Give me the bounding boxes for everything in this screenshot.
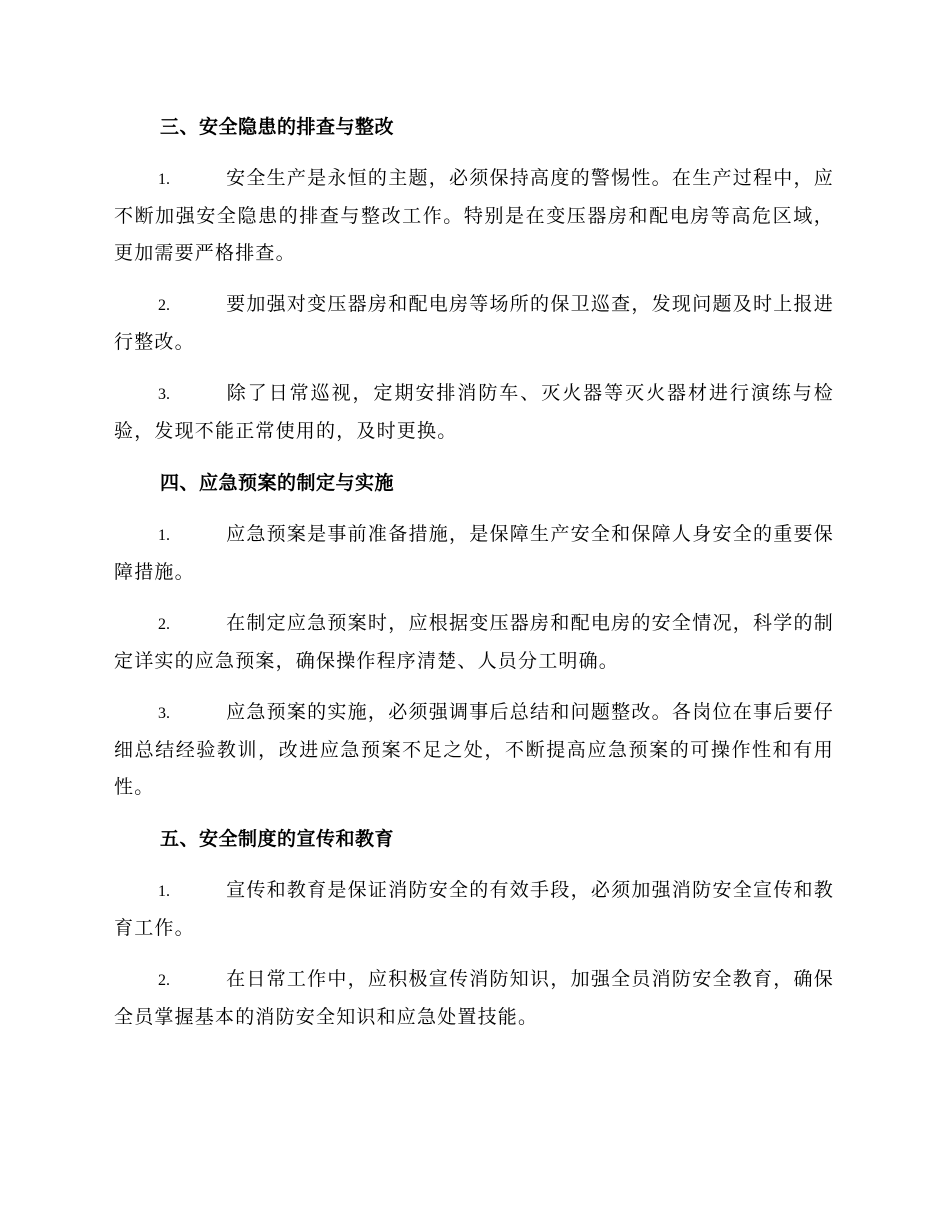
section-heading: 三、安全隐患的排查与整改 (160, 116, 395, 138)
item-text: 应急预案的实施，必须强调事后总结和问题整改。各岗位在事后要仔细总结经验教训，改进应急预案不足之处，不断提高应急预案的可操作性和有用性。 (114, 701, 834, 798)
list-item (114, 872, 834, 947)
item-number: 3. (158, 705, 170, 722)
document-body (114, 108, 834, 1050)
item-text: 要加强对变压器房和配电房等场所的保卫巡查，发现问题及时上报进行整改。 (114, 293, 834, 353)
list-item (114, 694, 834, 806)
list-item (114, 160, 834, 272)
item-text: 除了日常巡视，定期安排消防车、灭火器等灭火器材进行演练与检验，发现不能正常使用的，及时更换。 (114, 382, 834, 442)
item-number: 1. (158, 883, 170, 900)
item-number: 3. (158, 386, 170, 403)
list-item (114, 605, 834, 680)
section-safety-education (114, 820, 834, 1036)
item-number: 2. (158, 297, 170, 314)
list-item (114, 961, 834, 1036)
item-text: 宣传和教育是保证消防安全的有效手段，必须加强消防安全宣传和教育工作。 (114, 879, 834, 939)
item-number: 2. (158, 972, 170, 989)
section-heading: 五、安全制度的宣传和教育 (160, 828, 395, 850)
item-number: 2. (158, 616, 170, 633)
item-text: 应急预案是事前准备措施，是保障生产安全和保障人身安全的重要保障措施。 (114, 523, 834, 583)
item-number: 1. (158, 171, 170, 188)
section-heading: 四、应急预案的制定与实施 (160, 472, 395, 494)
item-number: 1. (158, 527, 170, 544)
section-hazard-inspection (114, 108, 834, 450)
item-text: 安全生产是永恒的主题，必须保持高度的警惕性。在生产过程中，应不断加强安全隐患的排查与整改工作。特别是在变压器房和配电房等高危区域，更加需要严格排查。 (114, 167, 834, 264)
list-item (114, 375, 834, 450)
item-text: 在制定应急预案时，应根据变压器房和配电房的安全情况，科学的制定详实的应急预案，确保操作程序清楚、人员分工明确。 (114, 612, 834, 672)
list-item (114, 516, 834, 591)
list-item (114, 286, 834, 361)
section-emergency-plan (114, 464, 834, 806)
item-text: 在日常工作中，应积极宣传消防知识，加强全员消防安全教育，确保全员掌握基本的消防安全知识和应急处置技能。 (114, 968, 834, 1028)
